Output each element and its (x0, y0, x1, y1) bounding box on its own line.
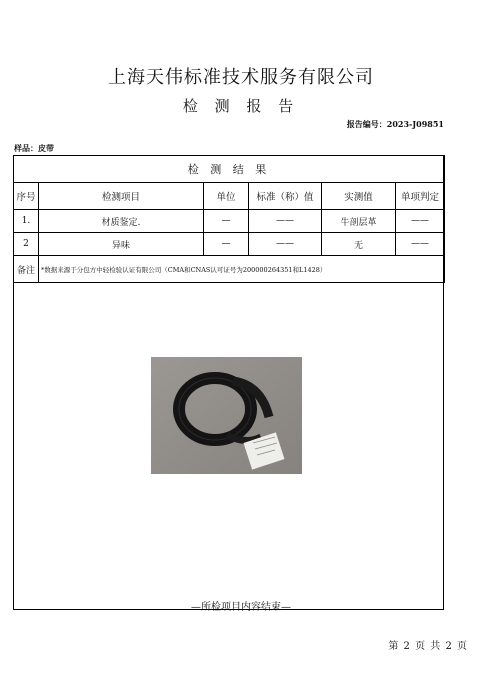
col-header-measured: 实测值 (322, 183, 396, 210)
table-row (14, 233, 445, 256)
cell-no: 2 (14, 233, 39, 256)
table-caption: 检 测 结 果 (14, 156, 445, 183)
report-number: 报告编号：2023-J09851 (346, 119, 444, 129)
note-text: *数据来源于分包方中轻检验认证有限公司（CMA和CNAS认可证号为200000264351和L1428） (39, 256, 445, 283)
table-row (14, 210, 445, 233)
cell-standard: —— (249, 233, 322, 256)
table-header-row (14, 183, 445, 210)
cell-judgement: —— (396, 233, 445, 256)
cell-item: 异味 (39, 233, 204, 256)
note-row (14, 256, 445, 283)
end-marker: —所检项目内容结束— (191, 602, 291, 613)
col-header-judgement: 单项判定 (396, 183, 445, 210)
cell-measured: 无 (322, 233, 396, 256)
report-title: 检 测 报 告 (182, 97, 300, 115)
col-header-item: 检测项目 (39, 183, 204, 210)
col-header-no: 序号 (14, 183, 39, 210)
cell-item: 材质鉴定. (39, 210, 204, 233)
note-label: 备注 (14, 256, 39, 283)
col-header-standard: 标准（称）值 (249, 183, 322, 210)
cell-judgement: —— (396, 210, 445, 233)
sample-name: 样品：皮带 (14, 143, 54, 153)
cell-no: 1. (14, 210, 39, 233)
cell-measured: 牛剖层革 (322, 210, 396, 233)
table-caption-row (14, 156, 445, 183)
sample-photo (151, 357, 302, 474)
belt-image (151, 357, 302, 474)
cell-unit: — (204, 210, 249, 233)
page-number: 第 2 页 共 2 页 (388, 641, 468, 652)
col-header-unit: 单位 (204, 183, 249, 210)
company-name: 上海天伟标准技术服务有限公司 (108, 67, 374, 88)
cell-standard: —— (249, 210, 322, 233)
cell-unit: — (204, 233, 249, 256)
results-table (13, 155, 445, 283)
